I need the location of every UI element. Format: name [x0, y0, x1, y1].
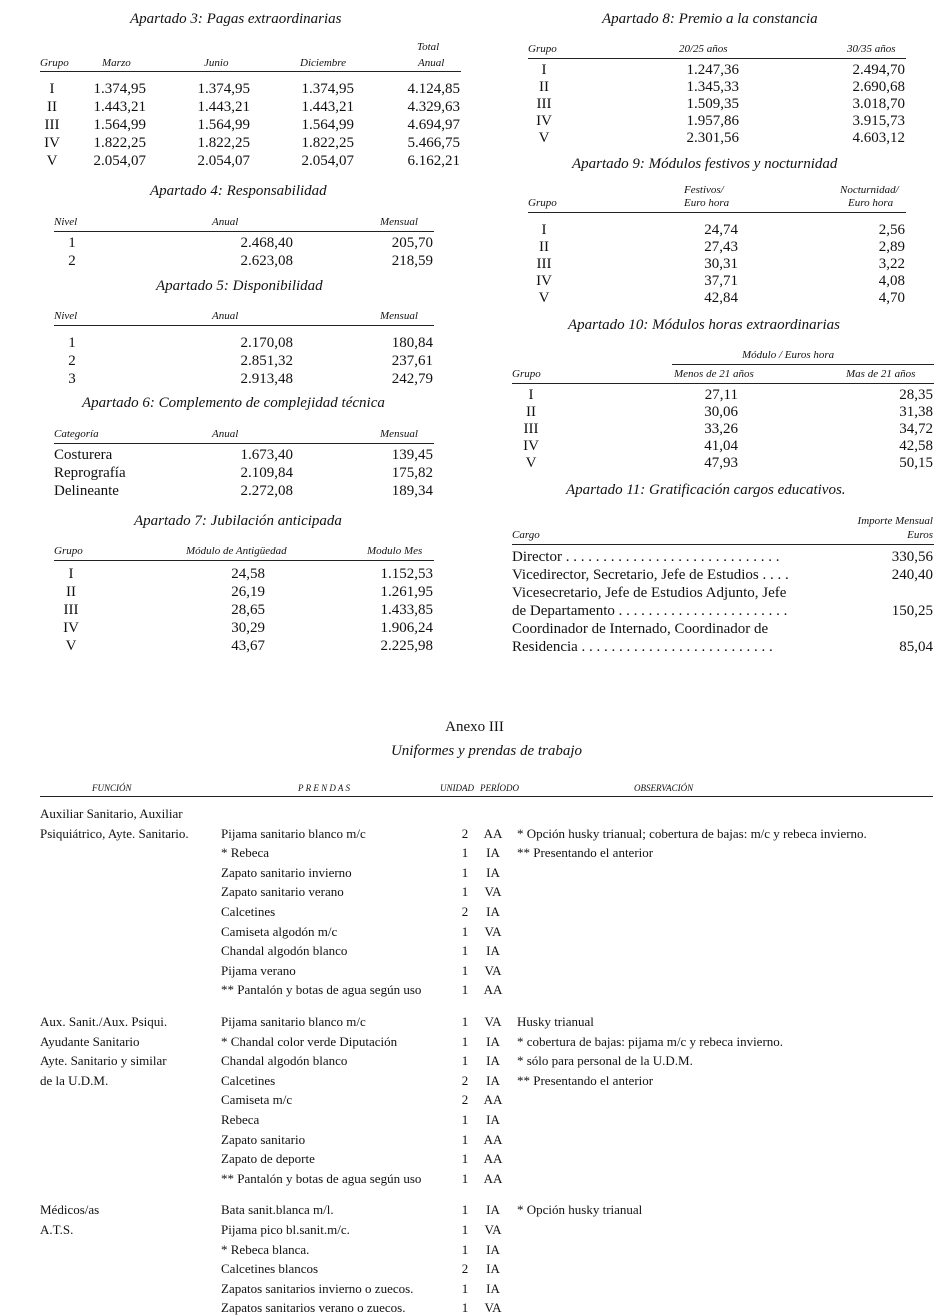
ap4-header-nivel: Nivel — [54, 216, 78, 228]
ap6-rule — [54, 443, 434, 444]
ap11-cell: 150,25 — [891, 603, 933, 619]
ap7-cell: 24,58 — [231, 566, 265, 582]
ap7-header-modulo-mes: Modulo Mes — [367, 545, 423, 557]
ap10-rule-top — [672, 364, 934, 365]
annex-prenda: Camiseta m/c — [221, 1092, 293, 1108]
annex-periodo: IA — [486, 1280, 500, 1296]
ap3-cell: II — [47, 99, 57, 115]
annex-periodo: VA — [484, 884, 502, 900]
annex-unidad: 1 — [461, 1222, 469, 1237]
ap11-title: Apartado 11: Gratificación cargos educativos. — [566, 482, 846, 498]
ap7-cell: 43,67 — [231, 638, 265, 654]
ap8-cell: 1.957,86 — [686, 113, 739, 129]
ap4-cell: 1 — [68, 235, 76, 251]
ap9-cell: 42,84 — [704, 290, 738, 306]
ap6-cell: Reprografía — [54, 465, 126, 481]
ap8-cell: 1.509,35 — [686, 96, 739, 112]
ap5-cell: 180,84 — [391, 335, 433, 351]
annex-prenda: Pijama sanitario blanco m/c — [221, 825, 366, 841]
annex-unidad: 2 — [461, 1261, 469, 1277]
ap7-cell: 1.152,53 — [380, 566, 433, 582]
ap9-cell: 4,08 — [878, 273, 905, 289]
annex-periodo: IA — [486, 904, 500, 919]
annex-periodo: IA — [486, 1202, 500, 1218]
annex-unidad: 2 — [461, 825, 469, 841]
ap4-cell: 205,70 — [391, 235, 433, 251]
ap9-cell: 24,74 — [704, 222, 738, 238]
ap6-cell: 1.673,40 — [240, 447, 293, 463]
ap8-title: Apartado 8: Premio a la constancia — [602, 11, 818, 27]
ap7-cell: 30,29 — [231, 620, 265, 636]
ap8-cell: 2.301,56 — [686, 130, 739, 146]
ap10-header-modulo: Módulo / Euros hora — [742, 349, 835, 361]
ap9-cell: 30,31 — [704, 256, 738, 272]
annex-unidad: 1 — [461, 1300, 469, 1316]
annex-title: Anexo III — [445, 719, 504, 735]
annex-unidad: 1 — [461, 1053, 469, 1069]
ap3-cell: 1.443,21 — [197, 99, 250, 115]
annex-unidad: 1 — [461, 1131, 469, 1147]
ap5-cell: 237,61 — [391, 353, 433, 369]
annex-header-funcion: FUNCIÓN — [92, 783, 132, 793]
ap9-cell: III — [536, 256, 552, 272]
annex-observacion: ** Presentando el anterior — [517, 1072, 654, 1088]
annex-prenda: Calcetines — [221, 904, 276, 919]
ap11-header-euros: Euros — [907, 529, 933, 541]
ap8-cell: III — [536, 96, 552, 112]
ap5-cell: 1 — [68, 335, 76, 351]
annex-unidad: 1 — [461, 884, 469, 900]
ap7-cell: 1.906,24 — [380, 620, 433, 636]
ap8-cell: 1.345,33 — [686, 79, 739, 95]
annex-prenda: ** Pantalón y botas de agua según uso — [221, 982, 422, 998]
annex-periodo: AA — [483, 1092, 503, 1108]
annex-prenda: Chandal algodón blanco — [221, 1053, 348, 1069]
ap4-cell: 2 — [68, 253, 76, 269]
ap10-cell: 50,15 — [899, 455, 933, 471]
annex-observacion: * Opción husky trianual — [517, 1202, 643, 1218]
annex-unidad: 1 — [461, 943, 469, 959]
ap8-cell: 1.247,36 — [686, 62, 739, 78]
ap10-header-grupo: Grupo — [512, 368, 541, 380]
annex-unidad: 1 — [461, 1014, 469, 1029]
annex-periodo: IA — [486, 1053, 500, 1069]
annex-unidad: 1 — [461, 1112, 469, 1127]
ap10-cell: 28,35 — [899, 387, 933, 403]
annex-periodo: AA — [483, 1131, 503, 1147]
ap5-title: Apartado 5: Disponibilidad — [156, 278, 323, 294]
ap11-cell: Coordinador de Internado, Coordinador de — [512, 621, 769, 637]
annex-unidad: 1 — [461, 864, 469, 880]
ap10-cell: 27,11 — [704, 387, 738, 403]
ap8-cell: IV — [536, 113, 552, 129]
ap9-cell: 4,70 — [878, 290, 905, 306]
ap10-cell: I — [528, 387, 534, 403]
ap9-header-festivos: Festivos/ — [684, 184, 724, 196]
annex-periodo: VA — [484, 1222, 502, 1237]
ap3-cell: I — [49, 81, 55, 97]
annex-observacion: * sólo para personal de la U.D.M. — [517, 1053, 693, 1069]
ap9-title: Apartado 9: Módulos festivos y nocturnidad — [572, 156, 838, 172]
ap7-cell: II — [66, 584, 76, 600]
annex-rule — [40, 796, 933, 797]
annex-prenda: Zapato de deporte — [221, 1151, 315, 1167]
annex-periodo: AA — [483, 1170, 503, 1186]
ap3-cell: 1.443,21 — [301, 99, 354, 115]
ap9-cell: I — [541, 222, 547, 238]
ap11-header-importe: Importe Mensual — [857, 515, 933, 527]
ap10-cell: 34,72 — [899, 421, 933, 437]
ap9-cell: 2,56 — [878, 222, 905, 238]
ap5-cell: 2.913,48 — [240, 371, 293, 387]
annex-unidad: 1 — [461, 1170, 469, 1186]
annex-prenda: Zapatos sanitarios verano o zuecos. — [221, 1300, 406, 1316]
annex-funcion: Ayudante Sanitario — [40, 1033, 140, 1049]
annex-periodo: VA — [484, 1014, 502, 1029]
ap4-header-anual: Anual — [212, 216, 239, 228]
ap3-cell: 1.564,99 — [93, 117, 146, 133]
annex-periodo: IA — [486, 1241, 500, 1257]
ap9-cell: IV — [536, 273, 552, 289]
ap11-cell: 240,40 — [891, 567, 933, 583]
annex-prenda: * Rebeca — [221, 845, 270, 861]
ap10-rule — [512, 383, 934, 384]
ap3-cell: 1.822,25 — [197, 135, 250, 151]
ap9-cell: 27,43 — [704, 239, 738, 255]
annex-prenda: Calcetines blancos — [221, 1261, 319, 1277]
annex-periodo: VA — [484, 962, 502, 978]
ap8-cell: II — [539, 79, 549, 95]
annex-periodo: IA — [486, 1261, 500, 1277]
ap3-cell: 1.564,99 — [301, 117, 354, 133]
ap9-header-festivos-euro: Euro hora — [684, 197, 730, 209]
ap6-cell: Delineante — [54, 483, 119, 499]
ap10-cell: 42,58 — [899, 438, 933, 454]
ap4-rule — [54, 231, 434, 232]
annex-prenda: Zapato sanitario — [221, 1131, 306, 1147]
ap3-title: Apartado 3: Pagas extraordinarias — [130, 11, 342, 27]
annex-periodo: VA — [484, 923, 502, 939]
ap10-cell: 33,26 — [704, 421, 738, 437]
ap9-header-nocturnidad-euro: Euro hora — [848, 197, 894, 209]
annex-periodo: IA — [486, 1112, 500, 1127]
ap7-cell: I — [68, 566, 74, 582]
ap3-header-marzo: Marzo — [102, 57, 131, 69]
ap4-title: Apartado 4: Responsabilidad — [150, 183, 327, 199]
annex-header-periodo: PERÍODO — [480, 783, 519, 793]
ap6-title: Apartado 6: Complemento de complejidad técnica — [82, 395, 385, 411]
ap5-header-anual: Anual — [212, 310, 239, 322]
ap5-cell: 2.170,08 — [240, 335, 293, 351]
annex-prenda: Zapato sanitario invierno — [221, 864, 352, 880]
ap9-cell: 37,71 — [704, 273, 738, 289]
ap6-cell: 139,45 — [391, 447, 433, 463]
annex-funcion: A.T.S. — [40, 1222, 74, 1237]
ap4-header-mensual: Mensual — [380, 216, 418, 228]
annex-prenda: * Rebeca blanca. — [221, 1241, 310, 1257]
annex-unidad: 1 — [461, 1202, 469, 1218]
ap11-cell: Vicedirector, Secretario, Jefe de Estudios . . . . — [512, 567, 789, 583]
ap6-cell: 189,34 — [391, 483, 433, 499]
ap8-cell: 3.915,73 — [852, 113, 905, 129]
ap10-cell: 47,93 — [704, 455, 738, 471]
annex-unidad: 1 — [461, 1033, 469, 1049]
annex-header-prendas: P R E N D A S — [298, 783, 351, 793]
ap5-rule — [54, 325, 434, 326]
annex-prenda: ** Pantalón y botas de agua según uso — [221, 1170, 422, 1186]
ap6-header-categoria: Categoría — [54, 428, 99, 440]
annex-header-unidad: UNIDAD — [440, 783, 474, 793]
ap9-rule — [528, 212, 906, 213]
annex-periodo: IA — [486, 845, 500, 861]
ap9-cell: 3,22 — [878, 256, 905, 272]
ap3-cell: 5.466,75 — [407, 135, 460, 151]
ap7-cell: IV — [63, 620, 79, 636]
annex-subtitle: Uniformes y prendas de trabajo — [390, 743, 583, 759]
annex-periodo: IA — [486, 864, 500, 880]
ap6-header-anual: Anual — [212, 428, 239, 440]
annex-observacion: * Opción husky trianual; cobertura de bajas: m/c y rebeca invierno. — [517, 825, 867, 841]
ap10-header-menos21: Menos de 21 años — [674, 368, 754, 380]
ap11-cell: 85,04 — [899, 639, 933, 655]
annex-periodo: AA — [483, 825, 503, 841]
ap5-cell: 2 — [68, 353, 76, 369]
ap4-cell: 218,59 — [391, 253, 433, 269]
ap6-cell: 175,82 — [391, 465, 433, 481]
annex-prenda: Pijama pico bl.sanit.m/c. — [221, 1222, 350, 1237]
annex-unidad: 1 — [461, 923, 469, 939]
annex-prenda: Pijama sanitario blanco m/c — [221, 1014, 366, 1029]
ap10-cell: II — [526, 404, 536, 420]
ap3-cell: 4.329,63 — [407, 99, 460, 115]
ap3-header-grupo: Grupo — [40, 57, 69, 69]
ap10-cell: V — [525, 455, 537, 471]
ap3-cell: 6.162,21 — [407, 153, 460, 169]
annex-prenda: Pijama verano — [221, 962, 296, 978]
annex-prenda: Chandal algodón blanco — [221, 943, 348, 959]
ap7-cell: V — [65, 638, 77, 654]
annex-unidad: 1 — [461, 1241, 469, 1257]
ap6-cell: 2.272,08 — [240, 483, 293, 499]
ap8-cell: 3.018,70 — [852, 96, 905, 112]
ap3-cell: 1.374,95 — [197, 81, 250, 97]
ap3-cell: 1.822,25 — [301, 135, 354, 151]
ap4-cell: 2.468,40 — [240, 235, 293, 251]
annex-prenda: Zapato sanitario verano — [221, 884, 344, 900]
annex-periodo: IA — [486, 943, 500, 959]
ap3-header-diciembre: Diciembre — [300, 57, 347, 69]
ap11-cell: 330,56 — [891, 549, 933, 565]
ap3-cell: 1.374,95 — [301, 81, 354, 97]
annex-prenda: * Chandal color verde Diputación — [221, 1033, 398, 1049]
ap7-cell: 1.261,95 — [380, 584, 433, 600]
annex-unidad: 1 — [461, 982, 469, 998]
ap9-cell: 2,89 — [878, 239, 905, 255]
annex-prenda: Calcetines — [221, 1072, 276, 1088]
ap8-cell: 4.603,12 — [852, 130, 905, 146]
annex-funcion: Médicos/as — [40, 1202, 100, 1218]
ap5-cell: 242,79 — [391, 371, 433, 387]
ap3-cell: 1.822,25 — [93, 135, 146, 151]
ap7-cell: III — [63, 602, 79, 618]
ap3-cell: 4.694,97 — [407, 117, 460, 133]
ap11-cell: Vicesecretario, Jefe de Estudios Adjunto, Jefe — [512, 585, 787, 601]
ap9-header-nocturnidad: Nocturnidad/ — [840, 184, 899, 196]
ap8-cell: 2.690,68 — [852, 79, 905, 95]
annex-header-observacion: OBSERVACIÓN — [634, 783, 694, 793]
ap6-cell: 2.109,84 — [240, 465, 293, 481]
annex-funcion: Psiquiátrico, Ayte. Sanitario. — [40, 825, 189, 841]
ap5-cell: 3 — [68, 371, 76, 387]
ap8-header-grupo: Grupo — [528, 43, 557, 55]
annex-unidad: 1 — [461, 962, 469, 978]
ap7-header-antiguedad: Módulo de Antigüedad — [186, 545, 287, 557]
ap3-cell: 2.054,07 — [93, 153, 146, 169]
ap10-cell: 31,38 — [899, 404, 933, 420]
annex-periodo: AA — [483, 982, 503, 998]
ap11-cell: de Departamento . . . . . . . . . . . . . . . . . . . . . . . — [512, 603, 788, 619]
annex-prenda: Rebeca — [221, 1112, 260, 1127]
ap7-title: Apartado 7: Jubilación anticipada — [134, 513, 342, 529]
ap7-cell: 2.225,98 — [380, 638, 433, 654]
annex-prenda: Bata sanit.blanca m/l. — [221, 1202, 334, 1218]
annex-unidad: 1 — [461, 845, 469, 861]
annex-funcion: de la U.D.M. — [40, 1072, 109, 1088]
annex-unidad: 1 — [461, 1280, 469, 1296]
ap5-header-mensual: Mensual — [380, 310, 418, 322]
ap8-header-3035: 30/35 años — [847, 43, 896, 55]
ap7-cell: 26,19 — [231, 584, 265, 600]
ap3-header-junio: Junio — [204, 57, 229, 69]
annex-observacion: Husky trianual — [517, 1014, 594, 1029]
ap10-header-mas21: Mas de 21 años — [846, 368, 916, 380]
ap10-cell: 30,06 — [704, 404, 738, 420]
ap11-cell: Director . . . . . . . . . . . . . . . . . . . . . . . . . . . . . — [512, 549, 780, 565]
annex-unidad: 2 — [461, 904, 469, 919]
ap8-cell: 2.494,70 — [852, 62, 905, 78]
ap6-cell: Costurera — [54, 447, 113, 463]
ap3-cell: V — [46, 153, 58, 169]
ap3-cell: 1.443,21 — [93, 99, 146, 115]
annex-prenda: Zapatos sanitarios invierno o zuecos. — [221, 1280, 414, 1296]
ap9-header-grupo: Grupo — [528, 197, 557, 209]
annex-unidad: 2 — [461, 1092, 469, 1108]
ap3-cell: 1.564,99 — [197, 117, 250, 133]
ap8-header-2025: 20/25 años — [679, 43, 728, 55]
ap9-cell: II — [539, 239, 549, 255]
annex-funcion: Auxiliar Sanitario, Auxiliar — [40, 806, 183, 821]
annex-periodo: IA — [486, 1033, 500, 1049]
ap3-rule — [40, 71, 461, 72]
annex-unidad: 1 — [461, 1151, 469, 1167]
annex-periodo: VA — [484, 1300, 502, 1316]
ap7-rule — [54, 560, 434, 561]
annex-observacion: * cobertura de bajas: pijama m/c y rebeca invierno. — [517, 1033, 784, 1049]
ap5-cell: 2.851,32 — [240, 353, 293, 369]
ap3-cell: 4.124,85 — [407, 81, 460, 97]
ap4-cell: 2.623,08 — [240, 253, 293, 269]
ap10-cell: III — [523, 421, 539, 437]
ap3-cell: 2.054,07 — [301, 153, 354, 169]
ap5-header-nivel: Nivel — [54, 310, 78, 322]
ap3-header-total: Total — [417, 41, 440, 53]
ap11-header-cargo: Cargo — [512, 529, 540, 541]
ap8-cell: V — [538, 130, 550, 146]
ap10-cell: IV — [523, 438, 539, 454]
ap3-header-anual: Anual — [418, 57, 445, 69]
ap7-cell: 1.433,85 — [380, 602, 433, 618]
annex-funcion: Aux. Sanit./Aux. Psiqui. — [40, 1014, 168, 1029]
ap7-cell: 28,65 — [231, 602, 265, 618]
ap3-cell: III — [44, 117, 60, 133]
ap3-cell: IV — [44, 135, 60, 151]
ap9-cell: V — [538, 290, 550, 306]
ap11-cell: Residencia . . . . . . . . . . . . . . . . . . . . . . . . . . — [512, 639, 773, 655]
ap3-cell: 1.374,95 — [93, 81, 146, 97]
ap10-title: Apartado 10: Módulos horas extraordinarias — [568, 317, 840, 333]
annex-observacion: ** Presentando el anterior — [517, 845, 654, 861]
ap8-cell: I — [541, 62, 547, 78]
annex-unidad: 2 — [461, 1072, 469, 1088]
annex-funcion: Ayte. Sanitario y similar — [40, 1053, 167, 1069]
ap8-rule — [528, 58, 906, 59]
annex-periodo: IA — [486, 1072, 500, 1088]
ap3-cell: 2.054,07 — [197, 153, 250, 169]
annex-prenda: Camiseta algodón m/c — [221, 923, 338, 939]
ap11-rule — [512, 544, 934, 545]
ap10-cell: 41,04 — [704, 438, 738, 454]
ap6-header-mensual: Mensual — [380, 428, 418, 440]
annex-periodo: AA — [483, 1151, 503, 1167]
ap7-header-grupo: Grupo — [54, 545, 83, 557]
